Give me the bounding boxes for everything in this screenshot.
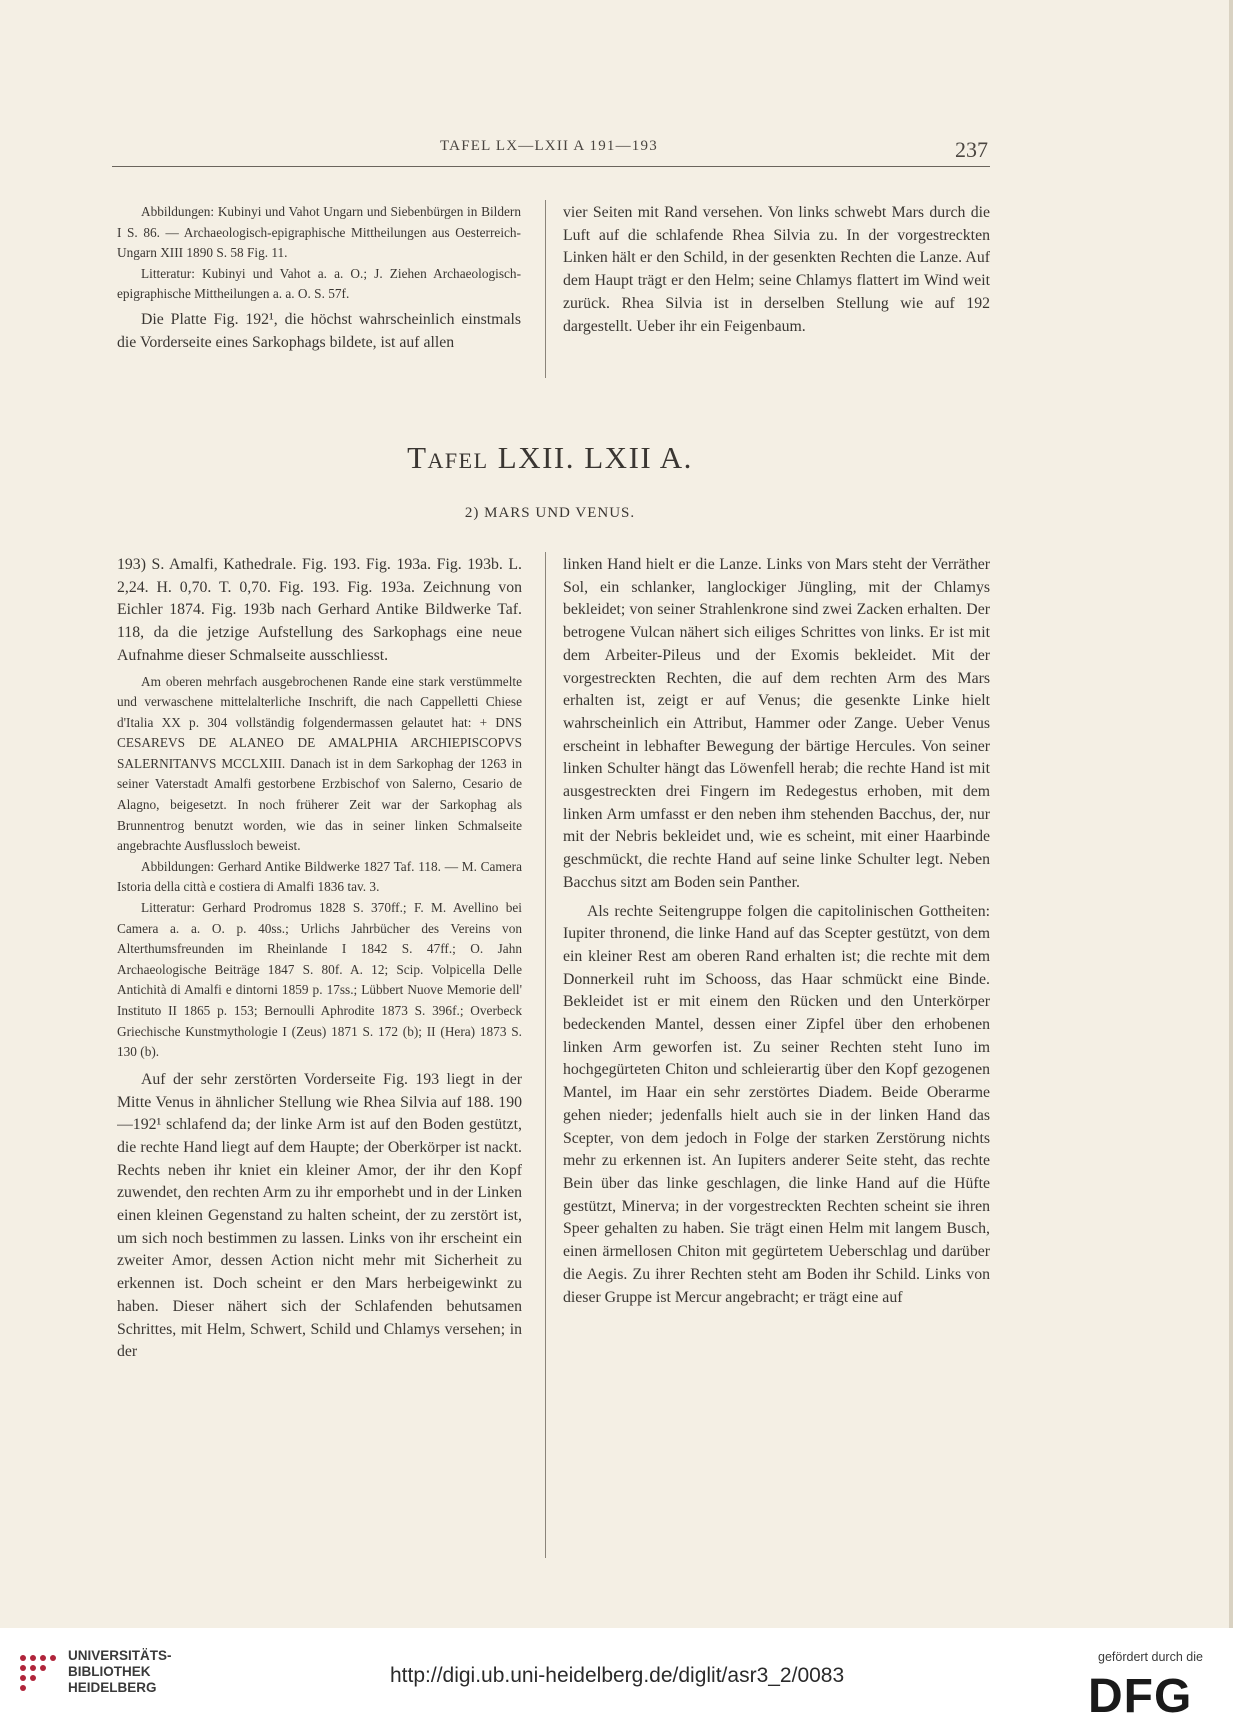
- main-litteratur: Litteratur: Gerhard Prodromus 1828 S. 370ff.; F. M. Avellino bei Camera a. a. O. p. 40ss.; Urlichs Jahrbücher des Vereins von Alterthumsfreunden im Rheinlande I 1842 S. 47ff.; O. Jahn Archaeologische Beiträge 1847 S. 80f. A. 12; Scip. Volpicella Delle Antichità di Amalfi e dintorni 1859 p. 17ss.; Lübbert Nuove Memorie dell' Instituto II 1865 p. 153; Bernoulli Aphrodite 1873 S. 396f.; Overbeck Griechische Kunstmythologie I (Zeus) 1871 S. 172 (b); II (Hera) 1873 S. 130 (b).: [117, 900, 522, 1060]
- library-name-line-3: HEIDELBERG: [68, 1680, 157, 1695]
- main-right-paragraph-2: Als rechte Seitengruppe folgen die capitolinischen Gottheiten: Iupiter thronend, die linke Hand auf das Scepter gestützt, von dem ein kleiner Rest am oberen Rand erhalten ist; die rechte mit dem Donnerkeil ruht im Schooss, das Haar schmückt eine Binde. Bekleidet ist er mit einem den Rücken und den Unterkörper bedeckenden Mantel, dessen einer Zipfel über den erhobenen linken Arm geworfen ist. Zu seiner Rechten steht Iuno im hochgegürteten Chiton und schleierartig über den Kopf gezogenen Mantel, im Haar ein sehr zerstörtes Diadem. Beide Oberarme gehen nieder; jedenfalls hielt auch sie in der linken Hand das Scepter, von dem jedoch in Folge der starken Zerstörung nichts mehr zu erkennen ist. An Iupiters anderer Seite steht, das rechte Bein über das linke geschlagen, die linke Hand auf die Hüfte gestützt, Minerva; in der vorgestreckten Rechten scheint sie ihren Speer gehalten zu haben. Sie trägt einen Helm mit langem Busch, einen ärmellosen Chiton mit gegürtetem Ueberschlag und darüber die Aegis. Zu ihrer Rechten steht am Boden ihr Schild. Links von dieser Gruppe ist Mercur angebracht; er trägt eine auf: [563, 902, 990, 1306]
- top-abbildungen: Abbildungen: Kubinyi und Vahot Ungarn und Siebenbürgen in Bildern I S. 86. — Archaeologisch-epigraphische Mittheilungen aus Oesterreich-Ungarn XIII 1890 S. 58 Fig. 11.: [117, 204, 521, 261]
- page-edge: [1229, 0, 1233, 1628]
- top-column-divider: [545, 200, 546, 378]
- main-column-divider: [545, 552, 546, 1558]
- inscription-note: Am oberen mehrfach ausgebrochenen Rande eine stark verstümmelte und verwaschene mittelalterliche Inschrift, die nach Cappelletti Chiese d'Italia XX p. 304 vollständig folgendermassen gelautet hat: + DNS CESAREVS DE ALANEO DE AMALPHIA ARCHIEPISCOPVS SALERNITANVS MCCLXIII. Danach ist in dem Sarkophag der 1263 in seiner Vaterstadt Amalfi gestorbene Erzbischof von Salerno, Cesario de Alagno, beigesetzt. In noch früherer Zeit war der Sarkophag als Brunnentrog benutzt worden, wie das in seiner linken Schmalseite angebrachte Ausflussloch beweist.: [117, 673, 522, 854]
- main-right-column: [563, 554, 990, 1309]
- header-rule: [112, 166, 990, 167]
- top-right-paragraph: vier Seiten mit Rand versehen. Von links schwebt Mars durch die Luft auf die schlafende Rhea Silvia zu. In der vorgestreckten Linken hält er den Schild, in der gesenkten Rechten die Lanze. Auf dem Haupt trägt er den Helm; seine Chlamys flattert im Wind weit zurück. Rhea Silvia ist in derselben Stellung wie auf 192 dargestellt. Ueber ihr ein Feigenbaum.: [563, 204, 990, 335]
- main-left-body: Auf der sehr zerstörten Vorderseite Fig. 193 liegt in der Mitte Venus in ähnlicher Stellung wie Rhea Silvia auf 188. 190—192¹ schlafend da; der linke Arm ist auf den Boden gestützt, die rechte Hand liegt auf dem Haupte; der Oberkörper ist nackt. Rechts neben ihr kniet ein kleiner Amor, der ihr den Kopf zuwendet, den rechten Arm zu ihr emporhebt und in der Linken einen kleinen Gegenstand zu halten scheint, der zu zerstört ist, um sich noch bestimmen zu lassen. Links von ihr erscheint ein zweiter Amor, dessen Action nicht mehr mit Sicherheit zu erkennen ist. Doch scheint er den Mars herbeigewinkt zu haben. Dieser nähert sich der Schlafenden behutsamen Schrittes, mit Helm, Schwert, Schild und Chlamys versehen; in der: [117, 1070, 522, 1361]
- library-name-line-2: BIBLIOTHEK: [68, 1664, 151, 1679]
- library-name-line-1: UNIVERSITÄTS-: [68, 1648, 172, 1663]
- entry-intro: 193) S. Amalfi, Kathedrale. Fig. 193. Fig. 193a. Fig. 193b. L. 2,24. H. 0,70. T. 0,70. Fig. 193. Fig. 193a. Zeichnung von Eichler 1874. Fig. 193b nach Gerhard Antike Bildwerke Taf. 118, da die jetzige Aufstellung des Sarkophags eine neue Aufnahme dieser Schmalseite ausschliesst.: [117, 556, 522, 664]
- section-subtitle: 2) MARS UND VENUS.: [464, 505, 636, 521]
- top-right-column: [563, 202, 990, 338]
- top-left-column: [117, 202, 521, 354]
- top-litteratur: Litteratur: Kubinyi und Vahot a. a. O.; J. Ziehen Archaeologisch-epigraphische Mittheilungen a. a. O. S. 57f.: [117, 265, 521, 302]
- page-number: 237: [955, 137, 988, 162]
- permalink-url[interactable]: http://digi.ub.uni-heidelberg.de/diglit/asr3_2/0083: [390, 1664, 845, 1687]
- dfg-logo: DFG: [1088, 1670, 1193, 1723]
- main-left-column: [117, 554, 522, 1364]
- main-abbildungen: Abbildungen: Gerhard Antike Bildwerke 1827 Taf. 118. — M. Camera Istoria della città e costiera di Amalfi 1836 tav. 3.: [117, 858, 522, 895]
- university-library-logo: [16, 1650, 58, 1692]
- main-right-paragraph-1: linken Hand hielt er die Lanze. Links von Mars steht der Verräther Sol, ein schlanker, langlockiger Jüngling, mit der Chlamys bekleidet; von seiner Strahlenkrone sind zwei Zacken erhalten. Der betrogene Vulcan nähert sich eiliges Schrittes von links. Er ist mit dem Arbeiter-Pileus und der Exomis bekleidet. Mit der vorgestreckten Rechten, die auf dem rechten Arm des Mars erhalten ist, zeigt er auf Venus; die gesenkte Linke hielt wahrscheinlich ein Attribut, Hammer oder Zange. Ueber Venus erscheint in lebhafter Bewegung der bärtige Hercules. Von seiner linken Schulter hängt das Löwenfell herab; die rechte Hand ist mit ausgestreckten drei Fingern im Redegestus erhoben, mit dem linken Arm umfasst er den neben ihm stehenden Bacchus, der, nur mit der Nebris bekleidet und, wie es scheint, mit einer Haarbinde geschmückt, die rechte Hand auf seine linke Schulter legt. Neben Bacchus sitzt am Boden sein Panther.: [563, 556, 990, 891]
- university-library-name: [68, 1648, 172, 1696]
- funding-note: gefördert durch die: [1098, 1650, 1203, 1664]
- top-paragraph: Die Platte Fig. 192¹, die höchst wahrscheinlich einstmals die Vorderseite eines Sarkophags bildete, ist auf allen: [117, 310, 521, 351]
- running-title: TAFEL LX—LXII A 191—193: [440, 138, 658, 154]
- section-title: Tafel LXII. LXII A.: [407, 440, 693, 475]
